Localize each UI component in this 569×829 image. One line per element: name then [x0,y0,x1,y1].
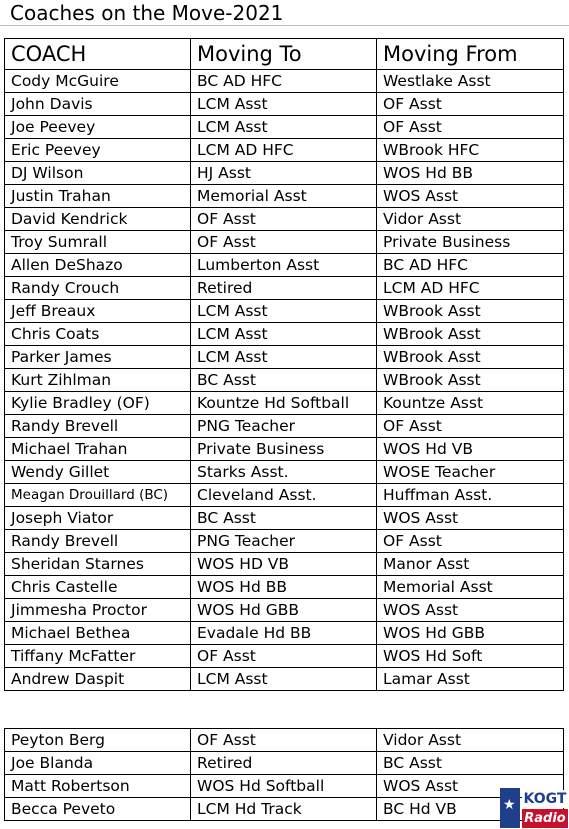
table-row [5,668,564,691]
moving-from-cell: Manor Asst [377,553,564,576]
coach-cell: Allen DeShazo [5,254,191,277]
coach-cell: Jimmesha Proctor [5,599,191,622]
moving-to-cell: Private Business [191,438,377,461]
moving-to-cell: PNG Teacher [191,415,377,438]
header-row [5,39,564,70]
moving-from-cell: WOS Asst [377,185,564,208]
moving-to-cell: WOS Hd GBB [191,599,377,622]
coaches-table-additional [4,728,564,821]
moving-from-cell: BC Hd VB [377,798,564,821]
moving-from-cell: OF Asst [377,415,564,438]
moving-to-cell: LCM Asst [191,300,377,323]
moving-to-cell: Evadale Hd BB [191,622,377,645]
moving-to-cell: LCM Asst [191,346,377,369]
table-row [5,484,564,507]
table-row [5,254,564,277]
moving-from-cell: Memorial Asst [377,576,564,599]
moving-from-cell: OF Asst [377,93,564,116]
moving-to-cell: LCM Asst [191,93,377,116]
coach-cell: Joe Blanda [5,752,191,775]
moving-from-cell: WOS Hd Soft [377,645,564,668]
coach-cell: Parker James [5,346,191,369]
table-row [5,507,564,530]
moving-from-cell: WBrook HFC [377,139,564,162]
table-row [5,622,564,645]
table-row [5,599,564,622]
coach-cell: Sheridan Starnes [5,553,191,576]
coach-cell: Michael Trahan [5,438,191,461]
moving-to-cell: OF Asst [191,231,377,254]
coach-cell: Randy Brevell [5,530,191,553]
moving-to-cell: Memorial Asst [191,185,377,208]
moving-to-cell: LCM Asst [191,668,377,691]
moving-to-cell: Lumberton Asst [191,254,377,277]
table-row [5,752,564,775]
moving-from-cell: WOS Hd BB [377,162,564,185]
table-row [5,415,564,438]
moving-from-cell: Huffman Asst. [377,484,564,507]
table-row [5,438,564,461]
table-row [5,576,564,599]
coach-cell: Meagan Drouillard (BC) [5,484,191,507]
moving-from-cell: WOS Hd GBB [377,622,564,645]
moving-to-cell: WOS Hd Softball [191,775,377,798]
moving-from-cell: WOS Hd VB [377,438,564,461]
coach-cell: Joseph Viator [5,507,191,530]
moving-from-cell: WOSE Teacher [377,461,564,484]
coach-cell: Kylie Bradley (OF) [5,392,191,415]
table-row [5,231,564,254]
moving-to-cell: BC Asst [191,507,377,530]
table-row [5,277,564,300]
star-icon: ★ [503,797,516,813]
moving-to-cell: OF Asst [191,729,377,752]
coach-cell: Matt Robertson [5,775,191,798]
coach-cell: Randy Brevell [5,415,191,438]
table-row [5,208,564,231]
table-row [5,461,564,484]
moving-from-cell: BC AD HFC [377,254,564,277]
table-row [5,530,564,553]
coach-cell: Jeff Breaux [5,300,191,323]
page-title: Coaches on the Move-2021 [10,1,284,25]
moving-from-cell: WBrook Asst [377,323,564,346]
table-row [5,162,564,185]
table-row [5,346,564,369]
moving-to-cell: BC Asst [191,369,377,392]
moving-from-cell: Kountze Asst [377,392,564,415]
table-row [5,775,564,798]
coach-cell: Becca Peveto [5,798,191,821]
header-moving-from: Moving From [377,39,564,70]
moving-to-cell: LCM Hd Track [191,798,377,821]
table-row [5,798,564,821]
moving-from-cell: Vidor Asst [377,729,564,752]
title-divider [0,25,569,26]
coach-cell: David Kendrick [5,208,191,231]
kogt-radio-logo [500,788,568,828]
coach-cell: Justin Trahan [5,185,191,208]
coaches-table-body [5,39,564,691]
header-coach: COACH [5,39,191,70]
header-moving-to: Moving To [191,39,377,70]
moving-from-cell: Private Business [377,231,564,254]
logo-sub: Radio [522,809,568,828]
table-row [5,185,564,208]
moving-from-cell: WOS Asst [377,507,564,530]
moving-to-cell: OF Asst [191,208,377,231]
coach-cell: Wendy Gillet [5,461,191,484]
coach-cell: John Davis [5,93,191,116]
coach-cell: Eric Peevey [5,139,191,162]
table-row [5,729,564,752]
moving-from-cell: LCM AD HFC [377,277,564,300]
table-row [5,93,564,116]
table-row [5,369,564,392]
coach-cell: Peyton Berg [5,729,191,752]
table-row [5,300,564,323]
table-row [5,553,564,576]
moving-to-cell: HJ Asst [191,162,377,185]
table-row [5,323,564,346]
coach-cell: Joe Peevey [5,116,191,139]
coaches-table-additional-body [5,729,564,821]
texas-flag-icon [500,788,520,828]
table-row [5,139,564,162]
moving-from-cell: Vidor Asst [377,208,564,231]
table-row [5,70,564,93]
moving-to-cell: Retired [191,277,377,300]
coach-cell: Kurt Zihlman [5,369,191,392]
coach-cell: Chris Coats [5,323,191,346]
coaches-table [4,38,564,691]
moving-to-cell: LCM AD HFC [191,139,377,162]
table-row [5,116,564,139]
moving-to-cell: WOS HD VB [191,553,377,576]
table-row [5,392,564,415]
moving-from-cell: BC Asst [377,752,564,775]
moving-from-cell: Lamar Asst [377,668,564,691]
coach-cell: Cody McGuire [5,70,191,93]
moving-to-cell: OF Asst [191,645,377,668]
coach-cell: Andrew Daspit [5,668,191,691]
coach-cell: Michael Bethea [5,622,191,645]
moving-from-cell: Westlake Asst [377,70,564,93]
moving-from-cell: WOS Asst [377,775,564,798]
moving-to-cell: PNG Teacher [191,530,377,553]
moving-from-cell: OF Asst [377,116,564,139]
coach-cell: Chris Castelle [5,576,191,599]
moving-from-cell: WOS Asst [377,599,564,622]
moving-to-cell: Cleveland Asst. [191,484,377,507]
logo-brand: KOGT [523,791,567,807]
moving-to-cell: Starks Asst. [191,461,377,484]
moving-from-cell: WBrook Asst [377,369,564,392]
coach-cell: Tiffany McFatter [5,645,191,668]
moving-to-cell: Retired [191,752,377,775]
moving-to-cell: WOS Hd BB [191,576,377,599]
coach-cell: Randy Crouch [5,277,191,300]
moving-to-cell: BC AD HFC [191,70,377,93]
moving-from-cell: OF Asst [377,530,564,553]
moving-from-cell: WBrook Asst [377,346,564,369]
moving-from-cell: WBrook Asst [377,300,564,323]
coach-cell: DJ Wilson [5,162,191,185]
coach-cell: Troy Sumrall [5,231,191,254]
moving-to-cell: Kountze Hd Softball [191,392,377,415]
moving-to-cell: LCM Asst [191,323,377,346]
table-row [5,645,564,668]
moving-to-cell: LCM Asst [191,116,377,139]
